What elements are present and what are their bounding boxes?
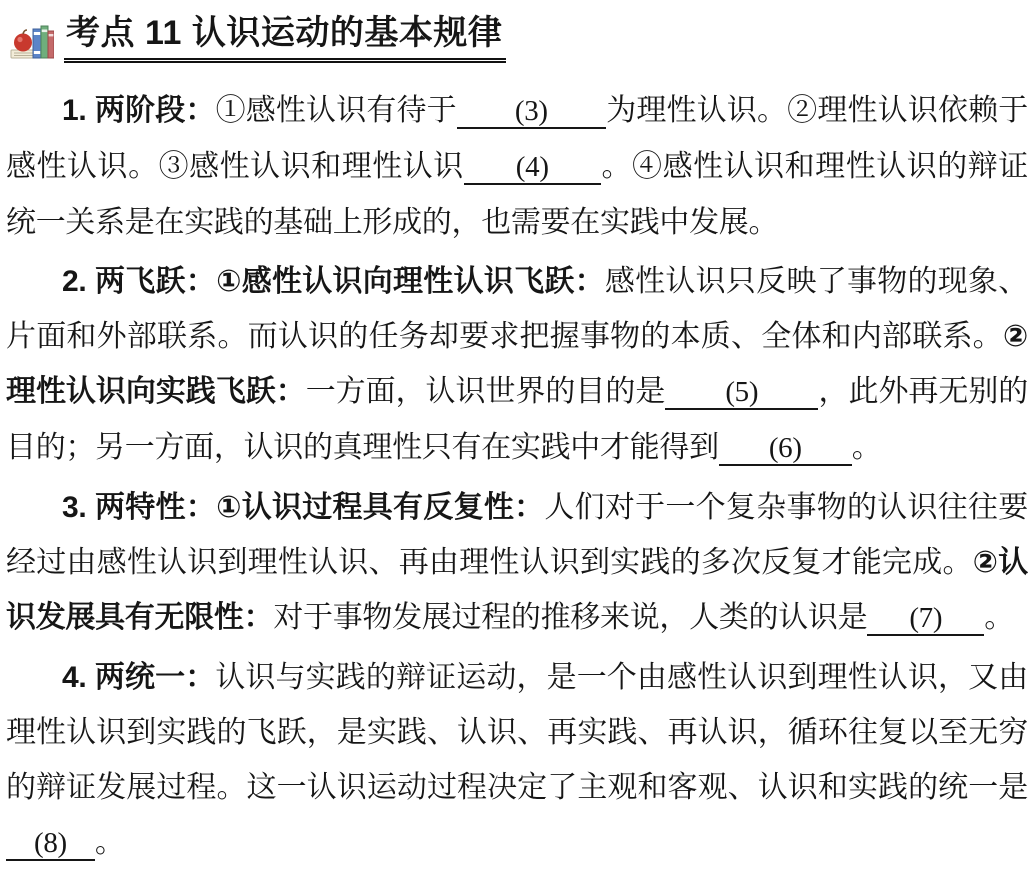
fill-in-blank-3 [457,94,606,129]
fill-in-blank-4 [464,150,601,185]
bold-text-run: 4. 两统一： [62,661,216,695]
text-run: ，此外再无别的目的；另一方面，认识的真理性只有在实践中才能得到 [6,375,1029,465]
paragraph-two-stages [6,83,1028,250]
blank-number-label: (8) [34,827,67,860]
blank-number-label: (5) [725,376,759,409]
text-run: 感性认识只反映了事物的现象、片面和外部联系。而认识的任务却要求把握事物的本质、全体和内部联系。 [6,265,1028,354]
text-run: ①感性认识有待于 [215,94,457,128]
blank-underline-pad [665,399,725,401]
fill-in-blank-5 [665,375,818,410]
bold-text-run: ②理性认识向实践飞跃： [6,320,1028,409]
fill-in-blank-7 [867,601,984,636]
blank-number-label: (3) [514,95,548,128]
bold-text-run: ②认识发展具有无限性： [6,546,1028,635]
blank-underline-pad [548,118,606,120]
text-run: 一方面，认识世界的目的是 [305,375,666,409]
text-run: 。④感性认识和理性认识的辩证统一关系是在实践的基础上形成的，也需要在实践中发展。 [6,150,1028,240]
blank-underline-pad [457,118,515,120]
page-title: 考点 11 认识运动的基本规律 [64,14,506,63]
blank-underline-pad [6,850,34,852]
text-run: 对于事物发展过程的推移来说，人类的认识是 [273,601,868,635]
content [6,77,1028,871]
blank-underline-pad [867,625,909,627]
text-run: 为理性认识。②理性认识依赖于感性认识。③感性认识和理性认识 [6,94,1028,184]
blank-number-label: (7) [909,602,943,635]
blank-underline-pad [549,174,601,176]
blank-underline-pad [464,174,516,176]
text-run: 。 [94,826,125,860]
blank-underline-pad [719,455,769,457]
header [6,14,1028,63]
fill-in-blank-6 [719,431,852,466]
blank-number-label: (6) [768,432,802,465]
blank-number-label: (4) [515,151,549,184]
paragraph-two-leaps [6,254,1028,476]
fill-in-blank-8 [6,826,95,861]
text-run: 。 [851,431,882,465]
blank-underline-pad [942,625,984,627]
bold-text-run: 1. 两阶段： [62,94,216,128]
paragraph-two-properties [6,480,1028,646]
bold-text-run: 2. 两飞跃：①感性认识向理性认识飞跃： [62,265,605,299]
books-and-apple-icon [10,23,54,63]
blank-underline-pad [802,455,852,457]
text-run: 认识与实践的辩证运动，是一个由感性认识到理性认识，又由理性认识到实践的飞跃，是实践、认识、再实践、再认识，循环往复以至无穷的辩证发展过程。这一认识运动过程决定了主观和客观、认识和实践的统一是 [6,661,1028,805]
blank-underline-pad [758,399,818,401]
bold-text-run: 3. 两特性：①认识过程具有反复性： [62,491,545,525]
blank-underline-pad [67,850,95,852]
text-run: 。 [984,601,1014,635]
text-run: 人们对于一个复杂事物的认识往往要经过由感性认识到理性认识、再由理性认识到实践的多次反复才能完成。 [6,491,1028,580]
paragraph-two-unities [6,650,1028,871]
